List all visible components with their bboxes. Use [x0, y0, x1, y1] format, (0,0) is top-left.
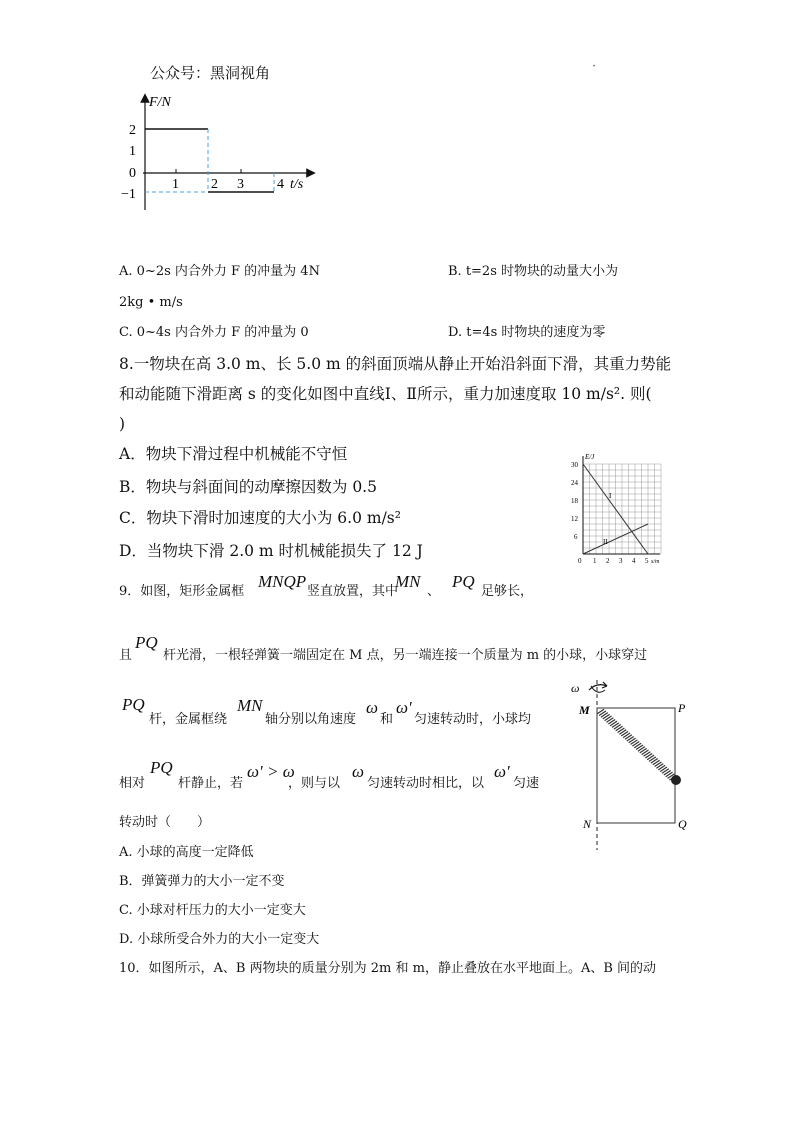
- s-axis-label: s/m: [651, 559, 660, 565]
- label-m: M: [579, 703, 590, 717]
- e-tick-0: 0: [578, 557, 582, 565]
- q9-option-b: B．弹簧弹力的大小一定不变: [119, 874, 285, 889]
- spring: [597, 709, 676, 780]
- y-axis-label: F/N: [149, 95, 171, 110]
- dot-mark: ·: [592, 59, 597, 74]
- q9-l3-d: 轴分别以角速度: [265, 712, 357, 727]
- q8-stem-line2: 和动能随下滑距离 s 的变化如图中直线Ⅰ、Ⅱ所示，重力加速度取 10 m/s². 则(: [119, 385, 652, 403]
- label-n: N: [583, 817, 592, 831]
- y-tick-0: 0: [129, 166, 136, 181]
- e-tick-12: 12: [571, 515, 578, 523]
- e-tick-30: 30: [571, 461, 578, 469]
- y-tick-2: 2: [129, 123, 136, 138]
- energy-grid: [583, 464, 661, 554]
- label-q: Q: [678, 817, 687, 831]
- x-tick-1: 1: [172, 177, 179, 192]
- s-tick-4: 4: [632, 557, 636, 565]
- force-time-graph: [115, 92, 325, 214]
- x-tick-3: 3: [237, 177, 244, 192]
- q8-stem-line1: 8.一物块在高 3.0 m、长 5.0 m 的斜面顶端从静止开始沿斜面下滑，其重力势能: [119, 355, 672, 373]
- label-omega: ω: [571, 681, 580, 695]
- y-tick-1: 1: [129, 144, 136, 159]
- q9-l4-c: 杆静止，若: [178, 776, 244, 791]
- label-p: P: [678, 701, 686, 715]
- q9-l2-a: 且: [119, 648, 133, 663]
- e-tick-18: 18: [571, 497, 578, 505]
- q9-option-c: C. 小球对杆压力的大小一定变大: [119, 903, 306, 918]
- q9-l4-e: ，则与以: [288, 776, 341, 791]
- q8-option-d: D．当物块下滑 2.0 m 时机械能损失了 12 J: [119, 542, 423, 560]
- q9-l3-pq: PQ: [122, 695, 145, 714]
- q9-l2-c: 杆光滑，一根轻弹簧一端固定在 M 点，另一端连接一个质量为 m 的小球，小球穿过: [163, 648, 648, 663]
- q9-l3-f: 和: [380, 712, 394, 727]
- q9-l3-omega: ω: [366, 698, 379, 717]
- q9-l4-inequality: ω′ > ω: [247, 762, 295, 781]
- line-i-label: I: [609, 492, 612, 500]
- y-tick-neg1: −1: [121, 187, 136, 202]
- e-tick-6: 6: [574, 533, 578, 541]
- q10-stem-line1: 10．如图所示，A、B 两物块的质量分别为 2m 和 m，静止叠放在水平地面上。A、B 间的动: [119, 961, 657, 976]
- q8-option-c: C．物块下滑时加速度的大小为 6.0 m/s²: [119, 509, 401, 527]
- q9-l4-pq: PQ: [150, 758, 173, 777]
- x-axis-label: t/s: [290, 177, 304, 192]
- x-tick-2: 2: [211, 177, 218, 192]
- q9-l1-mn: MN: [395, 572, 421, 591]
- q7-option-d: D. t=4s 时物块的速度为零: [448, 325, 606, 340]
- q8-option-b: B．物块与斜面间的动摩擦因数为 0.5: [119, 478, 377, 496]
- q9-option-d: D. 小球所受合外力的大小一定变大: [119, 932, 320, 947]
- x-tick-4: 4: [277, 177, 284, 192]
- metal-frame: [597, 708, 675, 823]
- q9-l3-mn: MN: [237, 696, 263, 715]
- s-tick-3: 3: [619, 557, 623, 565]
- q9-l1-g: 足够长，: [481, 584, 534, 599]
- q8-option-a: A．物块下滑过程中机械能不守恒: [119, 445, 348, 463]
- q9-l4-omega: ω: [352, 762, 365, 781]
- q9-l1-mnqp: MNQP: [258, 572, 307, 591]
- line-ii-label: II: [603, 538, 608, 546]
- q9-l1-a: 9．如图，矩形金属框: [119, 584, 245, 599]
- q9-l4-i: 匀速: [513, 776, 540, 791]
- q9-l2-pq: PQ: [135, 633, 158, 652]
- q9-l4-a: 相对: [119, 776, 146, 791]
- energy-distance-graph: [565, 450, 665, 568]
- q9-l5: 转动时（ ）: [119, 815, 211, 830]
- q9-l4-omega-prime: ω′: [494, 762, 510, 781]
- q9-l1-c: 竖直放置，其中: [307, 584, 399, 599]
- account-banner: 公众号：黑洞视角: [150, 64, 271, 82]
- s-tick-5: 5: [645, 557, 649, 565]
- q7-option-a: A. 0~2s 内合外力 F 的冲量为 4N: [119, 264, 320, 279]
- q9-l1-e: 、: [427, 584, 441, 599]
- q9-l1-pq: PQ: [452, 572, 475, 591]
- s-tick-1: 1: [593, 557, 597, 565]
- rotating-frame-figure: [565, 672, 700, 852]
- q7-option-b-cont: 2kg • m/s: [119, 295, 183, 310]
- e-tick-24: 24: [571, 479, 578, 487]
- s-tick-2: 2: [606, 557, 610, 565]
- q7-option-b: B. t=2s 时物块的动量大小为: [448, 264, 619, 279]
- q9-l3-h: 匀速转动时，小球均: [414, 712, 532, 727]
- q9-option-a: A. 小球的高度一定降低: [119, 845, 254, 860]
- e-axis-label: E/J: [585, 453, 595, 461]
- q9-l3-omega-prime: ω′: [396, 698, 412, 717]
- q7-option-c: C. 0~4s 内合外力 F 的冲量为 0: [119, 325, 309, 340]
- q9-l4-g: 匀速转动时相比，以: [367, 776, 485, 791]
- q9-l3-b: 杆，金属框绕: [149, 712, 228, 727]
- ball: [671, 775, 681, 785]
- q8-stem-line3: ): [119, 415, 126, 433]
